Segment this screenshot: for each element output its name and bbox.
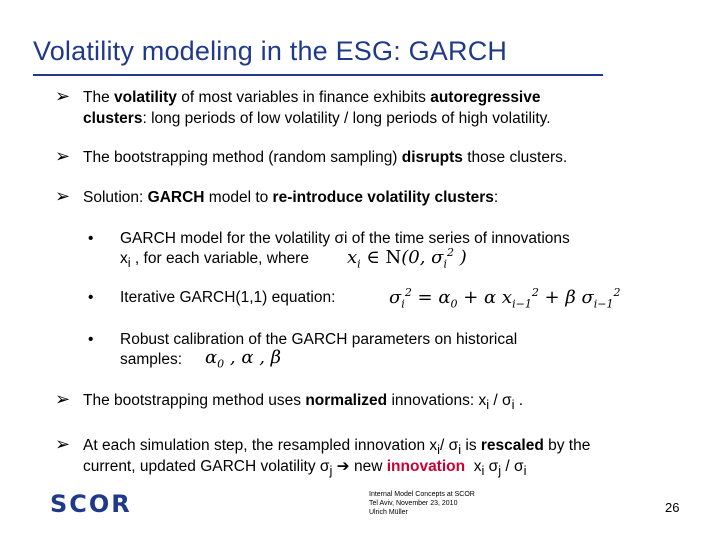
arrow-bullet-icon: ➢ [55, 146, 71, 167]
garch-equation: $\sigma_i^2 = \alpha_0 + \alpha$ $x_{i-1}^2 + \beta$ $\sigma_{i-1}^2$ [389, 286, 621, 311]
garch-parameters: $\alpha_0$ , α , β [205, 347, 282, 371]
slide-title: Volatility modeling in the ESG: GARCH [33, 36, 508, 66]
scor-logo: SCOR [50, 490, 132, 518]
arrow-bullet-icon: ➢ [55, 434, 71, 455]
page-number: 26 [665, 500, 680, 515]
right-arrow-icon: ➔ [336, 458, 350, 475]
arrow-bullet-icon: ➢ [55, 186, 71, 207]
dot-bullet-icon: • [88, 289, 94, 306]
footer-info: Internal Model Concepts at SCOR Tel Aviv, November 23, 2010 Ulrich Müller [369, 491, 475, 516]
arrow-bullet-icon: ➢ [55, 86, 71, 107]
dot-bullet-icon: • [88, 230, 94, 247]
arrow-bullet-icon: ➢ [55, 389, 71, 410]
title-underline [33, 74, 603, 76]
dot-bullet-icon: • [88, 331, 94, 348]
innovation-distribution-formula: $x_i$ ∈ N(0, $\sigma_i^2$ ) [347, 246, 467, 271]
